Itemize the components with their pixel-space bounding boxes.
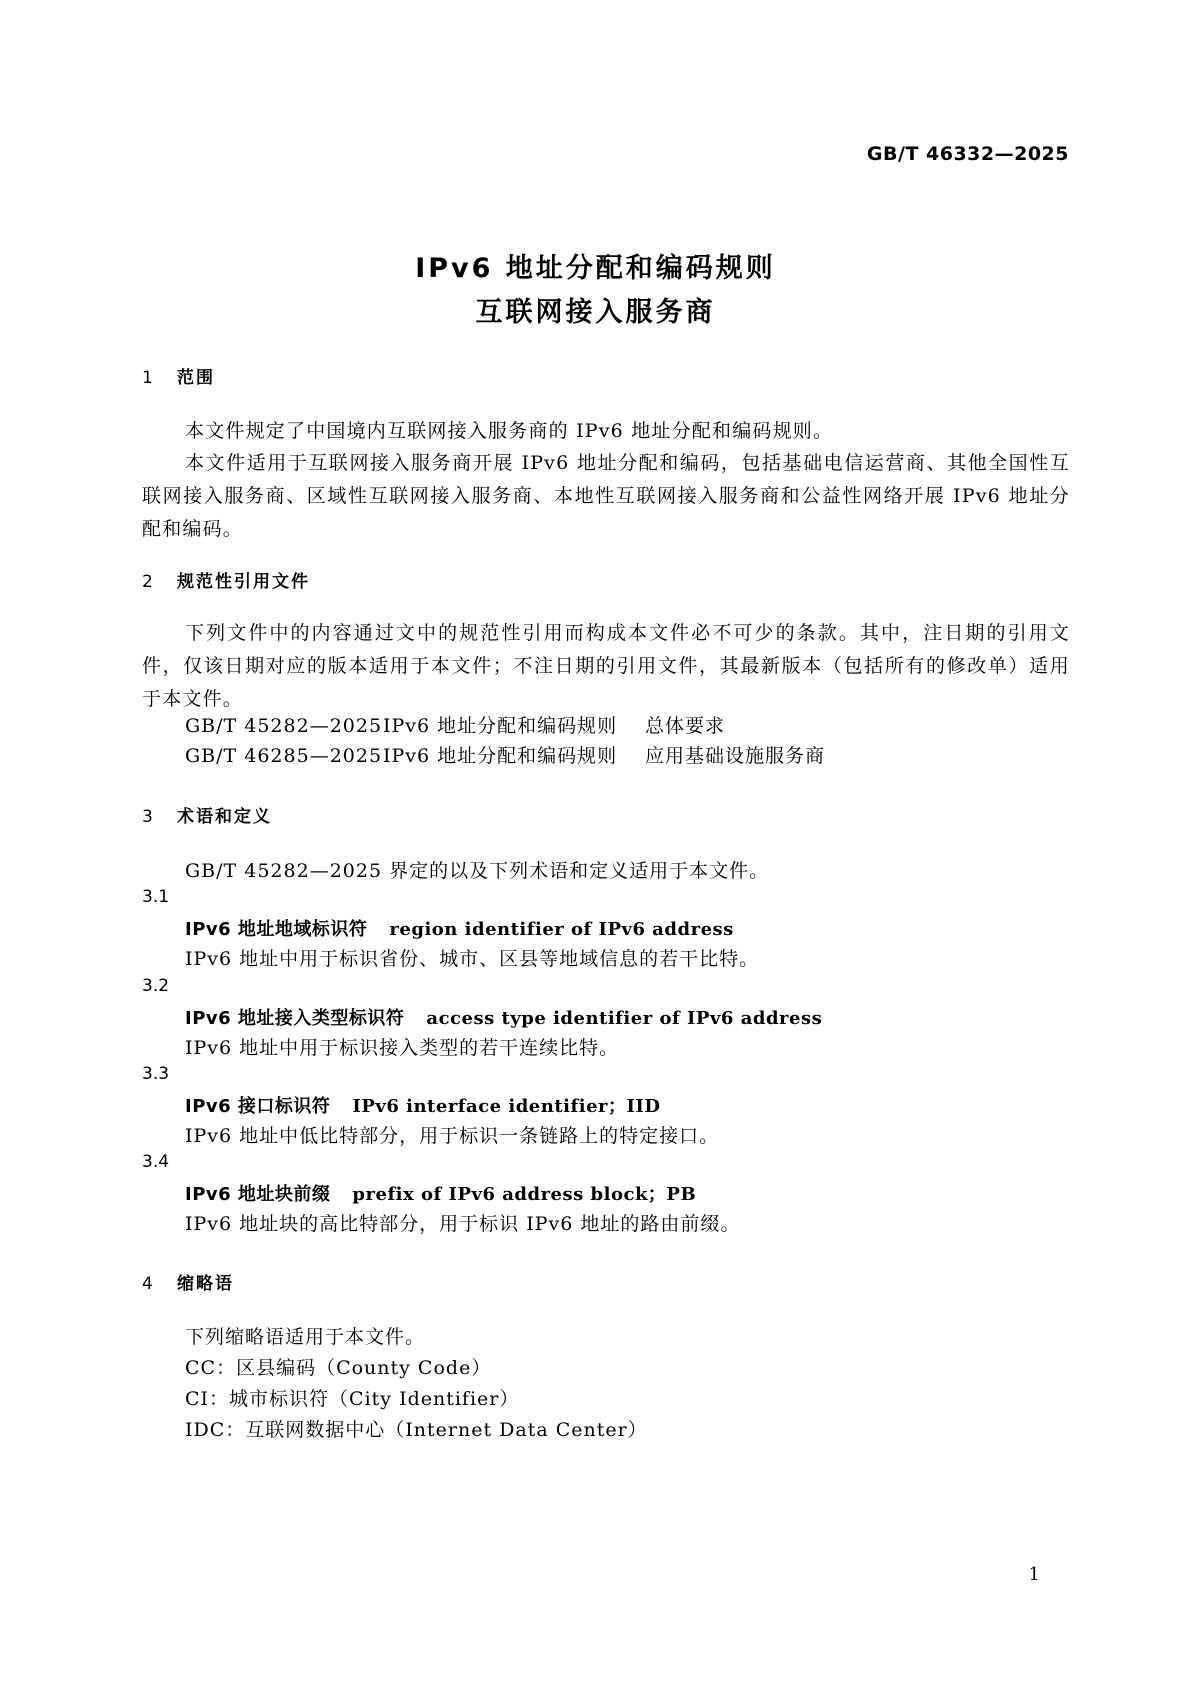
- scope-paragraph-2: 本文件适用于互联网接入服务商开展 IPv6 地址分配和编码，包括基础电信运营商、其他全国性互联网接入服务商、区域性互联网接入服务商、本地性互联网接入服务商和公益性网络开展 IPv6 地址分配和编码。: [142, 452, 1070, 540]
- abbreviation-item: CI：城市标识符（City Identifier）: [185, 1388, 520, 1410]
- term-definition: IPv6 地址中用于标识省份、城市、区县等地域信息的若干比特。: [185, 948, 760, 970]
- section-number: 4: [142, 1274, 155, 1294]
- term-name-en: region identifier of IPv6 address: [389, 919, 734, 940]
- term-name: [185, 915, 734, 941]
- reference-doc-part: 总体要求: [645, 715, 726, 737]
- reference-doc-number: GB/T 46285—2025: [185, 745, 383, 767]
- section-title: 术语和定义: [177, 807, 272, 827]
- section-2-heading: [142, 567, 310, 592]
- page-number: 1: [1028, 1564, 1040, 1585]
- term-name-zh: IPv6 地址块前缀: [185, 1184, 331, 1205]
- term-name-en: access type identifier of IPv6 address: [426, 1008, 823, 1029]
- document-title-line-2: 互联网接入服务商: [475, 297, 716, 328]
- term-name: [185, 1180, 696, 1206]
- term-definition: IPv6 地址中低比特部分，用于标识一条链路上的特定接口。: [185, 1125, 720, 1147]
- term-name-zh: IPv6 接口标识符: [185, 1096, 331, 1117]
- section-title: 规范性引用文件: [177, 572, 310, 592]
- section-title: 范围: [177, 368, 215, 388]
- reference-item: [185, 711, 725, 738]
- term-name: [185, 1092, 660, 1118]
- section-1-heading: [142, 363, 215, 388]
- section-title: 缩略语: [177, 1274, 234, 1294]
- reference-doc-part: 应用基础设施服务商: [645, 745, 826, 767]
- scope-paragraph-1: 本文件规定了中国境内互联网接入服务商的 IPv6 地址分配和编码规则。: [185, 420, 834, 442]
- terms-intro: GB/T 45282—2025 界定的以及下列术语和定义适用于本文件。: [185, 860, 770, 882]
- section-number: 2: [142, 572, 155, 592]
- term-name-en: IPv6 interface identifier；IID: [352, 1096, 661, 1117]
- section-number: 3: [142, 807, 155, 827]
- term-number: 3.2: [142, 976, 170, 996]
- reference-doc-title: IPv6 地址分配和编码规则: [383, 715, 618, 737]
- section-4-heading: [142, 1269, 234, 1294]
- document-title-line-1: IPv6 地址分配和编码规则: [415, 253, 776, 284]
- abbreviation-item: CC：区县编码（County Code）: [185, 1357, 492, 1379]
- section-number: 1: [142, 368, 155, 388]
- term-number: 3.1: [142, 887, 170, 907]
- term-name: [185, 1004, 822, 1030]
- term-definition: IPv6 地址中用于标识接入类型的若干连续比特。: [185, 1037, 620, 1059]
- references-intro: 下列文件中的内容通过文中的规范性引用而构成本文件必不可少的条款。其中，注日期的引用文件，仅该日期对应的版本适用于本文件；不注日期的引用文件，其最新版本（包括所有的修改单）适用于本文件。: [142, 622, 1070, 710]
- abbreviations-intro: 下列缩略语适用于本文件。: [185, 1326, 426, 1348]
- term-number: 3.3: [142, 1064, 170, 1084]
- reference-doc-title: IPv6 地址分配和编码规则: [383, 745, 618, 767]
- term-name-zh: IPv6 地址接入类型标识符: [185, 1008, 405, 1029]
- standard-code: GB/T 46332—2025: [866, 143, 1069, 165]
- term-definition: IPv6 地址块的高比特部分，用于标识 IPv6 地址的路由前缀。: [185, 1213, 741, 1235]
- reference-item: [185, 741, 825, 768]
- section-3-heading: [142, 802, 272, 827]
- term-name-en: prefix of IPv6 address block；PB: [352, 1184, 697, 1205]
- reference-doc-number: GB/T 45282—2025: [185, 715, 383, 737]
- term-number: 3.4: [142, 1152, 170, 1172]
- abbreviation-item: IDC：互联网数据中心（Internet Data Center）: [185, 1419, 648, 1441]
- term-name-zh: IPv6 地址地域标识符: [185, 919, 368, 940]
